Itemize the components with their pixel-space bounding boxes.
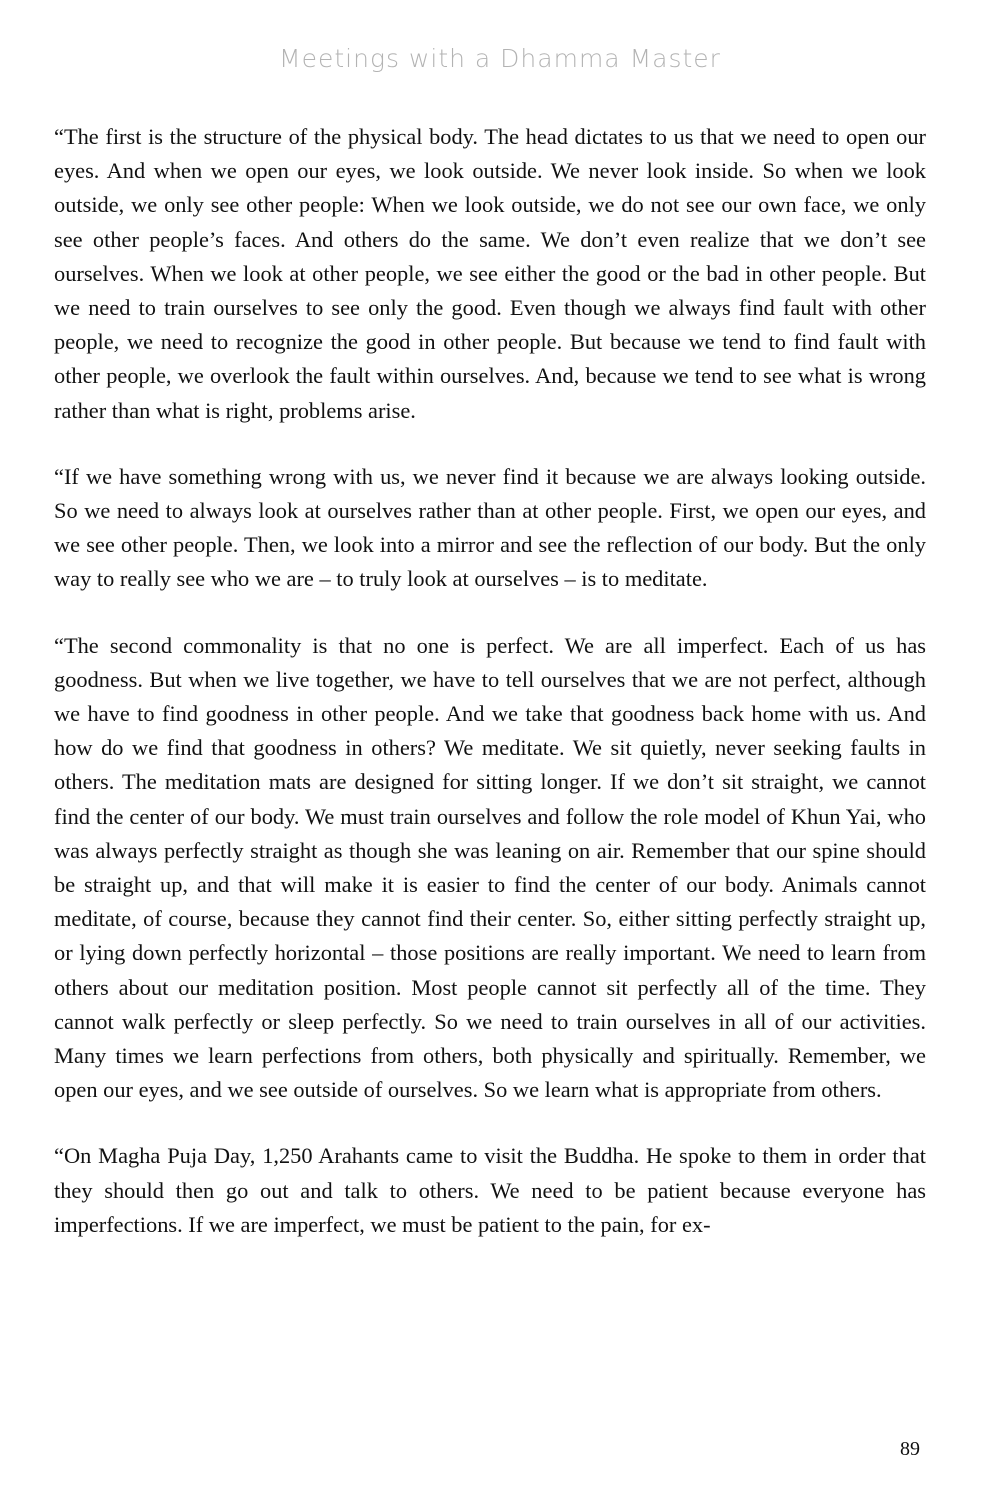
body-text — [54, 120, 926, 1274]
paragraph: “If we have something wrong with us, we never find it because we are always looking outside. So we need to always look at ourselves rather than at other people. First, we open our eyes, and we see other people. Then, we look into a mirror and see the reflection of our body. But the only way to really see who we are – to truly look at ourselves – is to meditate. — [54, 463, 926, 592]
page-number: 89 — [900, 1438, 920, 1460]
paragraph: “The second commonality is that no one is perfect. We are all imperfect. Each of us has goodness. But when we live together, we have to tell ourselves that we are not perfect, although we have to find goodness in other people. And we take that goodness back home with us. And how do we find that goodness in others? We meditate. We sit quietly, never seeking faults in others. The meditation mats are designed for sitting longer. If we don’t sit straight, we cannot find the center of our body. We must train ourselves and follow the role model of Khun Yai, who was always perfectly straight as though she was leaning on air. Remember that our spine should be straight up, and that will make it is easier to find the center of our body. Animals cannot meditate, of course, because they cannot find their center. So, either sitting perfectly straight up, or lying down perfectly horizontal – those positions are really important. We need to learn from others about our meditation position. Most people cannot sit perfectly all of the time. They cannot walk perfectly or sleep perfectly. So we need to train ourselves in all of our activities. Many times we learn perfections from others, both physically and spiritually. Remember, we open our eyes, and we see outside of ourselves. So we learn what is appropriate from others. — [54, 632, 926, 1103]
paragraph: “The first is the structure of the physical body. The head dictates to us that we need to open our eyes. And when we open our eyes, we look outside. We never look inside. So when we look outside, we only see other people: When we look outside, we do not see our own face, we only see other people’s faces. And others do the same. We don’t even realize that we don’t see ourselves. When we look at other people, we see either the good or the bad in other people. But we need to train ourselves to see only the good. Even though we always find fault with other people, we need to recognize the good in other people. But because we tend to find fault with other people, we overlook the fault within ourselves. And, because we tend to see what is wrong rather than what is right, problems arise. — [54, 124, 926, 423]
paragraph: “On Magha Puja Day, 1,250 Arahants came to visit the Buddha. He spoke to them in order that they should then go out and talk to others. We need to be patient because everyone has imperfections. If we are imperfect, we must be patient to the pain, for ex- — [54, 1143, 926, 1237]
running-header: Meetings with a Dhamma Master — [279, 44, 721, 73]
